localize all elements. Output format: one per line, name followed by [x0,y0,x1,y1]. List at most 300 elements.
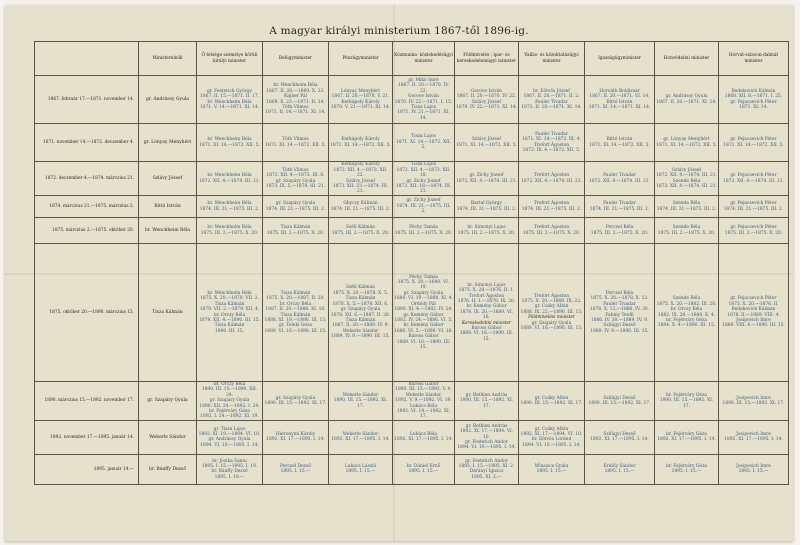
term-dates: 1890. III. 15.—1892. XI. 17. [659,398,714,409]
minister-name: Gorove István [470,88,503,94]
minister-cell [197,162,263,196]
minister-cell [329,162,393,196]
cabinet-period: 1875. október 20.—1890. márczius 15. [35,244,139,382]
minister-name: gr. Szapáry Gyula [275,201,316,207]
minister-entry [656,137,717,148]
minister-entry [394,105,453,121]
minister-cell [197,244,263,382]
cabinet-period: 1872. deczember 4.—1874. márczius 21. [35,162,139,196]
minister-name: Tisza Lajos [411,134,436,140]
minister-entry [456,201,517,212]
prime-minister: Wekerle Sándor [139,420,197,454]
prime-minister: gr. Andrássy Gyula [139,76,197,124]
minister-name: Szlávy József [672,167,701,173]
minister-name: Bedekovich Kálmán [731,88,776,94]
minister-cell [719,244,789,382]
prime-minister: gr. Szapáry Gyula [139,382,197,421]
minister-name: gr. Pejacsevich Péter [730,225,777,231]
minister-entry [198,409,261,420]
term-dates: 1875. III. 2.—1875. X. 20. [590,230,649,236]
minister-name: gr. Bethlen András [465,392,508,398]
term-dates: 1875. X. 20.—1888. IX. 22. [521,298,582,304]
minister-name: Rajner Pál [283,94,308,100]
minister-entry [520,100,583,111]
minister-cell [393,218,455,244]
minister-entry [330,307,391,318]
minister-entry [720,432,787,443]
minister-cell [455,218,519,244]
minister-name: Tisza Kálmán [214,301,245,307]
minister-cell [519,454,585,484]
prime-minister: Bittó István [139,196,197,218]
term-dates: 1880. VI. 19.—1880. XI. 4. [394,296,453,302]
column-header: Igazságügyminister [585,42,655,76]
term-dates: 1871. IV. 21.—1871. XI. 14. [397,110,450,121]
term-dates: 1880. XI. 4.—1882. IV. 24. [394,307,453,313]
term-dates: 1873. XII. 4.—1874. III. 21. [656,183,717,189]
term-dates: 1872. XII. 4.—1874. III. 21. [723,178,784,184]
minister-entry [656,225,717,236]
term-dates: 1892. XI. 17.—1895. I. 14. [394,437,453,443]
minister-entry [198,173,261,184]
minister-cell [519,76,585,124]
minister-name: Szilágyi Dezső [603,395,636,401]
minister-entry [720,396,787,407]
minister-cell [329,420,393,454]
term-dates: 1889. VI. 16.—1890. III. 15. [520,326,583,332]
term-dates: 1895. I. 15.— [408,469,439,475]
minister-cell [197,124,263,162]
term-dates: 1878. XII. 6.—1887. II. 20. [330,312,391,318]
minister-entry [456,173,517,184]
minister-entry [394,393,453,404]
minister-name: br. Eötvös Loránd [531,437,572,443]
table-row [35,218,789,244]
minister-name: Tisza Lajos [411,162,436,168]
cabinet-period: 1874. márczius 21.—1875. márczius 2. [35,196,139,218]
minister-entry [198,469,261,480]
term-dates: 1889. IV. 9.—1890. III. 15. [331,334,390,340]
minister-cell [455,196,519,218]
minister-entry [330,464,391,475]
minister-cell [197,454,263,484]
minister-entry [456,283,517,294]
minister-name: br. Kemény Gábor [403,323,444,329]
minister-cell [585,382,655,421]
minister-name: gr. Szapáry Gyula [403,290,444,296]
minister-cell [197,382,263,421]
minister-entry [330,296,391,307]
term-dates: 1895. XI. 2.— [471,474,502,480]
term-dates: 1890. III. 15. [215,328,244,334]
minister-entry [394,334,453,350]
column-header: Honvédelmi minister [655,42,719,76]
term-dates: 1890. XII. 24.—1892. I. 24. [199,403,260,409]
cabinet-period: 1895. január 14.— [35,454,139,484]
minister-entry [198,89,261,100]
term-dates: 1890. III. 15.—1892. V. 9. [395,387,452,393]
minister-entry [520,321,583,332]
minister-entry [520,173,583,184]
minister-entry [264,313,327,324]
minister-cell [719,162,789,196]
minister-cell [393,244,455,382]
minister-name: br. Wenckheim Béla [273,83,318,89]
term-dates: 1889. IV. 9.—1890. III. 15. [590,328,649,334]
term-dates: 1871. V. 14.—1871. XI. 14. [199,104,260,110]
prime-minister: gr. Lónyay Menyhért [139,124,197,162]
minister-name: Trefort Ágoston [468,293,505,299]
minister-name: gr. Tisza Lajos [213,426,246,432]
minister-name: Pauler Tivadar [603,173,636,179]
minister-entry [520,464,583,475]
term-dates: 1869. X. 23.—1871. II. 14. [266,99,325,105]
minister-name: br. Wenckheim Béla [207,137,252,143]
term-dates: 1868. XII. 8.—1871. I. 25. [724,94,783,100]
term-dates: 1890. III. 15.—1892. XI. 17. [588,400,651,406]
minister-entry [198,459,261,470]
column-header: Horvát-szlavon-dalmát minister [719,42,789,76]
minister-name: br. Wenckheim Béla [207,99,252,105]
minister-name: br. Jósika Samu [212,458,247,464]
minister-cell [519,196,585,218]
term-dates: 1892. XI. 17.—1894. VI. 10. [459,429,514,440]
minister-name: Tóth Vilmos [282,167,309,173]
minister-entry [456,440,517,451]
minister-cell [585,76,655,124]
minister-name: br. Fejérváry Géza [666,317,707,323]
term-dates: 1887. II. 20.—1888. XI. 10. [265,307,326,313]
minister-cell [719,124,789,162]
minister-name: Tóth Vilmos [282,104,309,110]
minister-entry [264,105,327,116]
term-dates: 1894. VI. 10.—1895. I. 14. [522,442,581,448]
minister-name: Szilágyi Dezső [603,323,636,329]
minister-entry [656,168,717,179]
term-dates: 1882. IX. 28.—1884. X. 4. [657,312,716,318]
minister-name: Ordódy Pál [411,301,436,307]
minister-entry [198,313,261,324]
minister-cell [455,244,519,382]
minister-entry [198,302,261,313]
minister-name: gr. Pejacsevich Péter [730,137,777,143]
minister-name: gr. Csáky Albin [534,426,569,432]
ministry-table [34,41,789,485]
minister-cell [263,244,329,382]
minister-name: Lukács László [344,463,377,469]
minister-name: gr. Teleki Géza [279,323,312,329]
term-dates: 1894. VI. 10.—1895. I. 14. [200,442,259,448]
column-header: Ő felsége személye körüli királyi minister [197,42,263,76]
term-dates: 1867. II. 20.—1870. V. 21. [331,94,390,100]
term-dates: 1872. XII. 4.—1874. III. 21. [589,178,650,184]
minister-entry [520,225,583,236]
term-dates: 1867. II. 20.—1871. VI. 14. [589,94,650,100]
minister-entry [198,137,261,148]
minister-entry [656,179,717,190]
minister-cell [519,420,585,454]
term-dates: 1875. X. 20.—1878. X. 5. [332,290,389,296]
minister-cell [455,382,519,421]
minister-name: Ghyczy Kálmán [343,201,378,207]
minister-name: Pauler Tivadar [603,201,636,207]
minister-cell [455,124,519,162]
minister-entry [394,313,453,324]
minister-entry [520,396,583,407]
cabinet-period: 1890. márczius 15.—1892. november 17. [35,382,139,421]
minister-entry [394,432,453,443]
term-dates: 1872. XII. 4.—1874. III. 21. [521,178,582,184]
minister-name: gr. Szapáry Gyula [209,398,250,404]
minister-entry [394,302,453,313]
minister-name: br. Orczy Béla [670,307,703,313]
minister-entry [330,162,391,178]
minister-cell [585,244,655,382]
minister-name: Tóth Vilmos [282,137,309,143]
minister-name: Wlassics Gyula [534,463,569,469]
minister-cell [329,244,393,382]
table-header-row [35,42,789,76]
term-dates: 1892. VI. 19.—1892. XI. 17. [396,409,451,420]
minister-entry [264,323,327,334]
minister-entry [394,275,453,291]
cabinet-period: 1871. november 14.—1872. deczember 4. [35,124,139,162]
minister-name: Bittó István [606,137,633,143]
column-header [35,42,139,76]
minister-cell [329,382,393,421]
minister-name: Baross Gábor [408,334,439,340]
minister-entry [586,302,653,313]
term-dates: 1870. IV. 22.—1871. XI. 14. [456,104,517,110]
minister-name: Trefort Ágoston [533,225,570,231]
minister-name: gr. Pejacsevich Péter [730,201,777,207]
minister-name: gr. Lónyay Menyhért [663,137,710,143]
minister-cell [719,382,789,421]
minister-entry [586,432,653,443]
minister-entry [264,137,327,148]
minister-name: gr. Szapáry Gyula [275,178,316,184]
minister-name: br. Simonyi Lajos [467,225,506,231]
minister-name: Lónyay Menyhért [340,88,381,94]
minister-name: Péchy Tamás [409,225,438,231]
minister-cell [655,454,719,484]
minister-name: br. Wenckheim Béla [207,290,252,296]
minister-entry [720,137,787,148]
term-dates: 1875. III. 2.—1875. X. 20. [200,230,259,236]
minister-entry [264,464,327,475]
minister-cell [197,420,263,454]
minister-entry [264,291,327,302]
term-dates: 1875. III. 2.—1875. X. 20. [331,230,390,236]
column-header: Pénzügyminister [329,42,393,76]
minister-cell [719,76,789,124]
minister-entry [394,291,453,302]
minister-name: Péchy Tamás [409,274,438,280]
minister-entry [264,302,327,313]
term-dates: 1878. IX. 20.—1889. VI. 16. [459,309,514,321]
term-dates: 1875. III. 2.—1875. X. 20. [394,230,453,236]
term-dates: 1875. III. 2.—1875. X. 20. [657,230,716,236]
minister-cell [655,162,719,196]
minister-name: Hieronymi Károly [275,431,316,437]
minister-entry [198,201,261,212]
term-dates: 1875. X. 20.—1876. II. [728,301,779,307]
term-dates: 1874. III. 21.—1875. III. 2. [521,206,582,212]
minister-cell [719,196,789,218]
term-dates: 1889. VI. 16.—1890. III. 15. [264,328,327,334]
minister-entry [520,201,583,212]
minister-entry [720,89,787,100]
minister-name: br. Dániel Ernő [406,463,441,469]
term-dates: 1875. X. 20.—1880. VI. 19. [397,280,450,291]
minister-cell [263,382,329,421]
prime-minister: br. Wenckheim Béla [139,218,197,244]
minister-cell [197,196,263,218]
term-dates: 1892. XI. 17.—1895. I. 14. [590,437,649,443]
minister-name: Lukács Béla [410,431,437,437]
minister-cell [393,420,455,454]
minister-entry [520,89,583,100]
term-dates: 1872. XII. 4.—1874. III. 21. [456,178,517,184]
minister-name: Perczel Béla [605,225,634,231]
minister-entry [198,100,261,111]
term-dates: 1882. IV. 24.—1886. VI. 5. [394,317,453,323]
minister-entry [586,100,653,111]
minister-entry [394,162,453,178]
term-dates: 1894. VI. 10.—1895. I. 14. [457,445,516,451]
minister-name: br. Fejérváry Géza [666,463,707,469]
minister-entry [394,94,453,105]
minister-entry [330,285,391,296]
term-dates: 1875. X. 20.—1887. II. 20. [266,296,325,302]
minister-entry [586,291,653,302]
term-dates: 1895. I. 15.— [345,469,376,475]
minister-cell [263,124,329,162]
minister-entry [456,294,517,305]
term-dates: 1895. I. 15.— [604,469,635,475]
minister-name: br. Wenckheim Béla [207,225,252,231]
cabinet-period: 1867. február 17.—1871. november 14. [35,76,139,124]
term-dates: 1870. V. 21.—1871. XI. 14. [330,104,391,110]
minister-cell [655,76,719,124]
minister-cell [263,218,329,244]
prime-minister: Tisza Kálmán [139,244,197,382]
minister-cell [519,124,585,162]
minister-name: Tisza Kálmán [280,290,311,296]
term-dates: 1889. VI. 16.—1890. III. 15. [459,331,514,342]
minister-name: Baross Gábor [408,382,439,387]
column-header: Vallás- és közoktatásügyi minister [519,42,585,76]
minister-cell [655,218,719,244]
term-dates: 1895. I. 15.— [671,469,702,475]
term-dates: 1871. II. 18.—1871. XI. 14. [521,104,582,110]
minister-entry [264,83,327,94]
prime-minister: Szlávy József [139,162,197,196]
term-dates: 1870. IV. 22.—1871. I. 15. [394,99,453,105]
minister-name: gr. Szapáry Gyula [275,395,316,401]
minister-entry [586,89,653,100]
minister-cell [263,196,329,218]
minister-entry [656,432,717,443]
minister-name: br. Orczy Béla [213,382,246,387]
term-dates: 1874. III. 21.—1875. III. 2. [199,206,260,212]
term-dates: 1871. XI. 14.—1871. XI. 14. [588,104,651,110]
term-dates: 1887. II. 20.—1889. IV. 9. [332,323,389,329]
term-dates: 1875. X. 20.—1882. IX. 28. [656,301,717,307]
term-dates: 1871. XI. 14.—1872. XII. 5. [656,142,717,148]
minister-name: Tisza Kálmán [214,323,245,329]
minister-entry [394,78,453,94]
minister-entry [198,427,261,438]
term-dates: 1873. XII. 23.—1874. III. 21. [332,183,389,195]
term-dates: 1867. II. 20.—1869. X. 23. [266,88,325,94]
minister-cell [263,420,329,454]
minister-cell [655,196,719,218]
minister-cell [393,162,455,196]
minister-entry [720,100,787,111]
minister-cell [585,196,655,218]
minister-name: gr. Csáky Albin [534,395,569,401]
term-dates: 1888. IX. 22.—1890. III. 15. [520,309,583,315]
prime-minister: br. Bánffy Dezső [139,454,197,484]
minister-entry [520,132,583,143]
term-dates: 1876. II.—1889. VIII. 4. [727,312,780,318]
minister-entry [720,464,787,475]
minister-name: Kerkápoly Károly [341,137,380,143]
minister-cell [393,196,455,218]
minister-name: br. Kemény Gábor [466,304,507,310]
term-dates: 1892. V. 9.—1892. VI. 19. [395,398,452,404]
minister-name: Bedekovich Kálmán [731,307,776,313]
term-dates: 1874. III. 21.—1875. III. 2. [396,203,451,215]
sub-office-label: Földmívelési minister [528,315,575,321]
minister-entry [330,100,391,111]
term-dates: 1884. X. 4.—1890. III. 15. [657,323,716,329]
minister-name: Tisza Lajos [411,104,436,110]
minister-name: br. Wenckheim Béla [207,201,252,207]
term-dates: 1872. XII. 4.—1873. XII. 18. [396,167,451,179]
minister-name: br. Wenckheim Béla [207,173,252,179]
table-row [35,420,789,454]
term-dates: 1871. XI. 14.—1872. XII. 5. [199,142,260,148]
term-dates: 1871. XI. 14.—1872. XII. 5. [723,142,784,148]
minister-name: Szende Béla [672,296,701,302]
term-dates: 1895. I. 15.— [536,469,567,475]
term-dates: 1871. XI. 14.—1872. XII. 5. [396,139,451,151]
minister-entry [264,94,327,105]
minister-entry [198,323,261,334]
minister-cell [197,218,263,244]
minister-entry [264,396,327,407]
minister-name: Kerkápoly Károly [341,162,380,168]
minister-cell [263,76,329,124]
minister-name: gr. Szapáry Gyula [531,320,572,326]
term-dates: 1875. III. 2.—1875. X. 20. [457,230,516,236]
minister-name: Bittó István [606,99,633,105]
minister-cell [329,76,393,124]
term-dates: 1890. III. 15.—1890. XII. 24. [201,387,258,398]
minister-name: br. Bánffy Dezső [211,469,248,475]
minister-name: br. Orczy Béla [279,301,312,307]
minister-entry [586,313,653,324]
term-dates: 1892. XI. 17.—1895. I. 14. [657,437,716,443]
minister-cell [719,218,789,244]
minister-entry [394,464,453,475]
minister-cell [519,244,585,382]
minister-cell [329,454,393,484]
minister-name: Wekerle Sándor [342,392,379,398]
term-dates: 1867. II. 15.—1871. II. 17. [200,94,259,100]
